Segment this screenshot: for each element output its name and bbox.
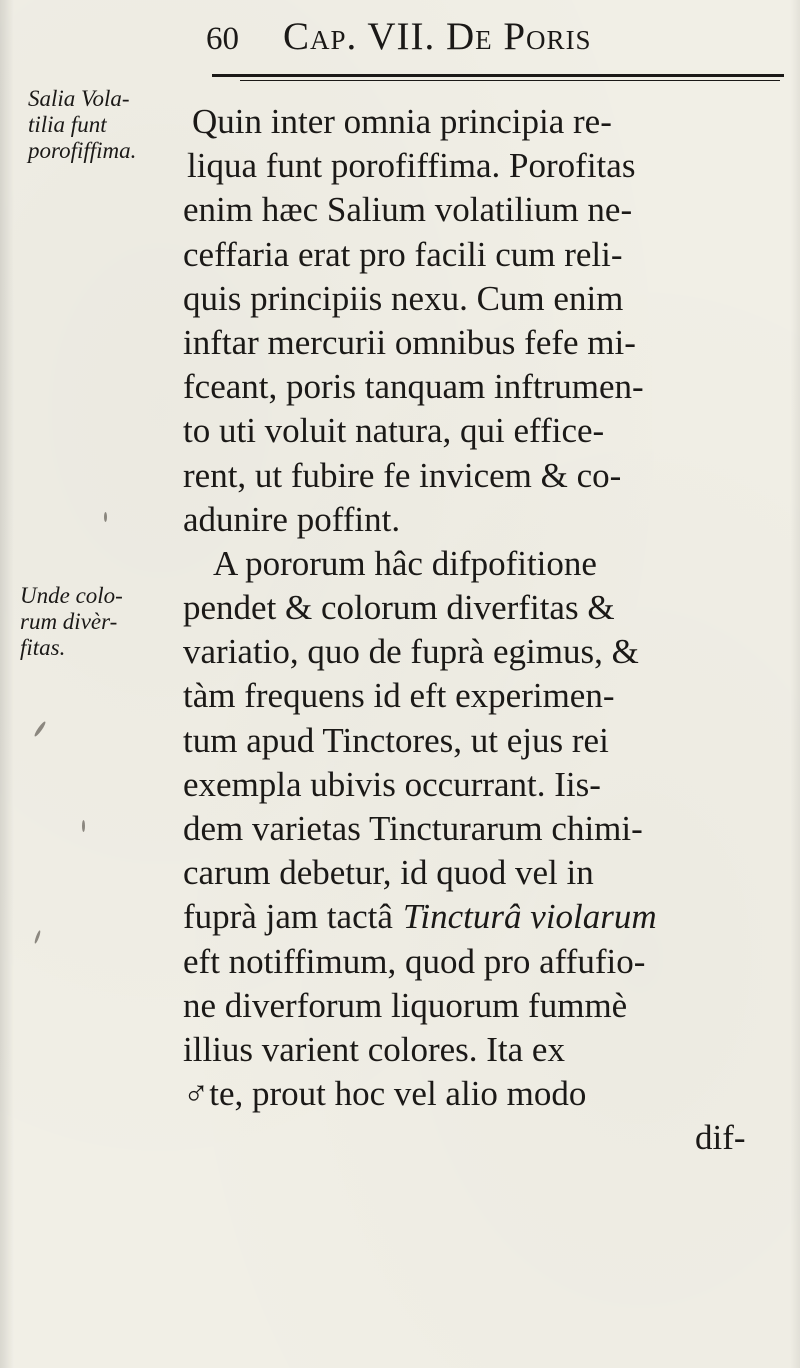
marginal-line: Unde colo- [20, 583, 123, 608]
text-line: enim hæc Salium volatilium ne- [183, 190, 633, 230]
text-line: ne diverforum liquorum fummè [183, 985, 628, 1025]
body-text [155, 100, 795, 1161]
text-segment-italic: Tincturâ violarum [402, 897, 657, 937]
page-number: 60 [206, 21, 239, 57]
marginal-note-colorum [20, 583, 123, 661]
text-line: pendet & colorum diverfitas & [183, 588, 615, 628]
header-rule-thin [240, 80, 780, 81]
text-line: inftar mercurii omnibus fefe mi- [183, 322, 636, 362]
text-line: carum debetur, id quod vel in [183, 853, 594, 893]
text-line: quis principiis nexu. Cum enim [183, 278, 624, 318]
text-line: ceffaria erat pro facili cum reli- [183, 234, 623, 274]
marginal-note-salia [28, 86, 136, 164]
text-line: tum apud Tinctores, ut ejus rei [183, 720, 609, 760]
marginal-line: Salia Vola- [28, 86, 130, 111]
marginal-line: rum divèr- [20, 609, 118, 634]
text-line: variatio, quo de fuprà egimus, & [183, 632, 639, 672]
marginal-line: porofiffima. [28, 138, 137, 163]
text-line: ♂te, prout hoc vel alio modo [183, 1074, 587, 1114]
paper-fleck [33, 720, 47, 737]
marginal-line: tilia funt [28, 112, 107, 137]
text-line: fceant, poris tanquam inftrumen- [183, 367, 644, 407]
running-head: Cap. VII. De Poris [283, 15, 592, 58]
text-line: illius varient colores. Ita ex [183, 1029, 565, 1069]
header-rule [212, 74, 784, 77]
page-gutter-shadow [0, 0, 14, 1368]
text-line: dem varietas Tincturarum chimi- [183, 809, 643, 848]
text-line: adunire poffint. [183, 499, 401, 539]
text-line: to uti voluit natura, qui effice- [183, 411, 605, 451]
text-line: eft notiffimum, quod pro affufio- [183, 941, 646, 981]
text-line: exempla ubivis occurrant. Iis- [183, 764, 601, 804]
text-line: Quin inter omnia principia re- [192, 102, 612, 141]
paper-fleck [34, 930, 42, 944]
text-segment: fuprà jam tactâ [183, 897, 393, 937]
text-line: liqua funt porofiffima. Porofitas [187, 146, 636, 186]
text-line: rent, ut fubire fe invicem & co- [183, 455, 622, 495]
page-header [206, 14, 592, 64]
text-line: tàm frequens id eft experimen- [183, 676, 615, 716]
marginal-line: fitas. [20, 635, 66, 660]
text-line: A pororum hâc difpofitione [213, 543, 597, 583]
paper-fleck [82, 820, 85, 832]
paper-fleck [104, 512, 107, 522]
catchword: dif- [695, 1118, 746, 1158]
text-line [155, 895, 795, 939]
